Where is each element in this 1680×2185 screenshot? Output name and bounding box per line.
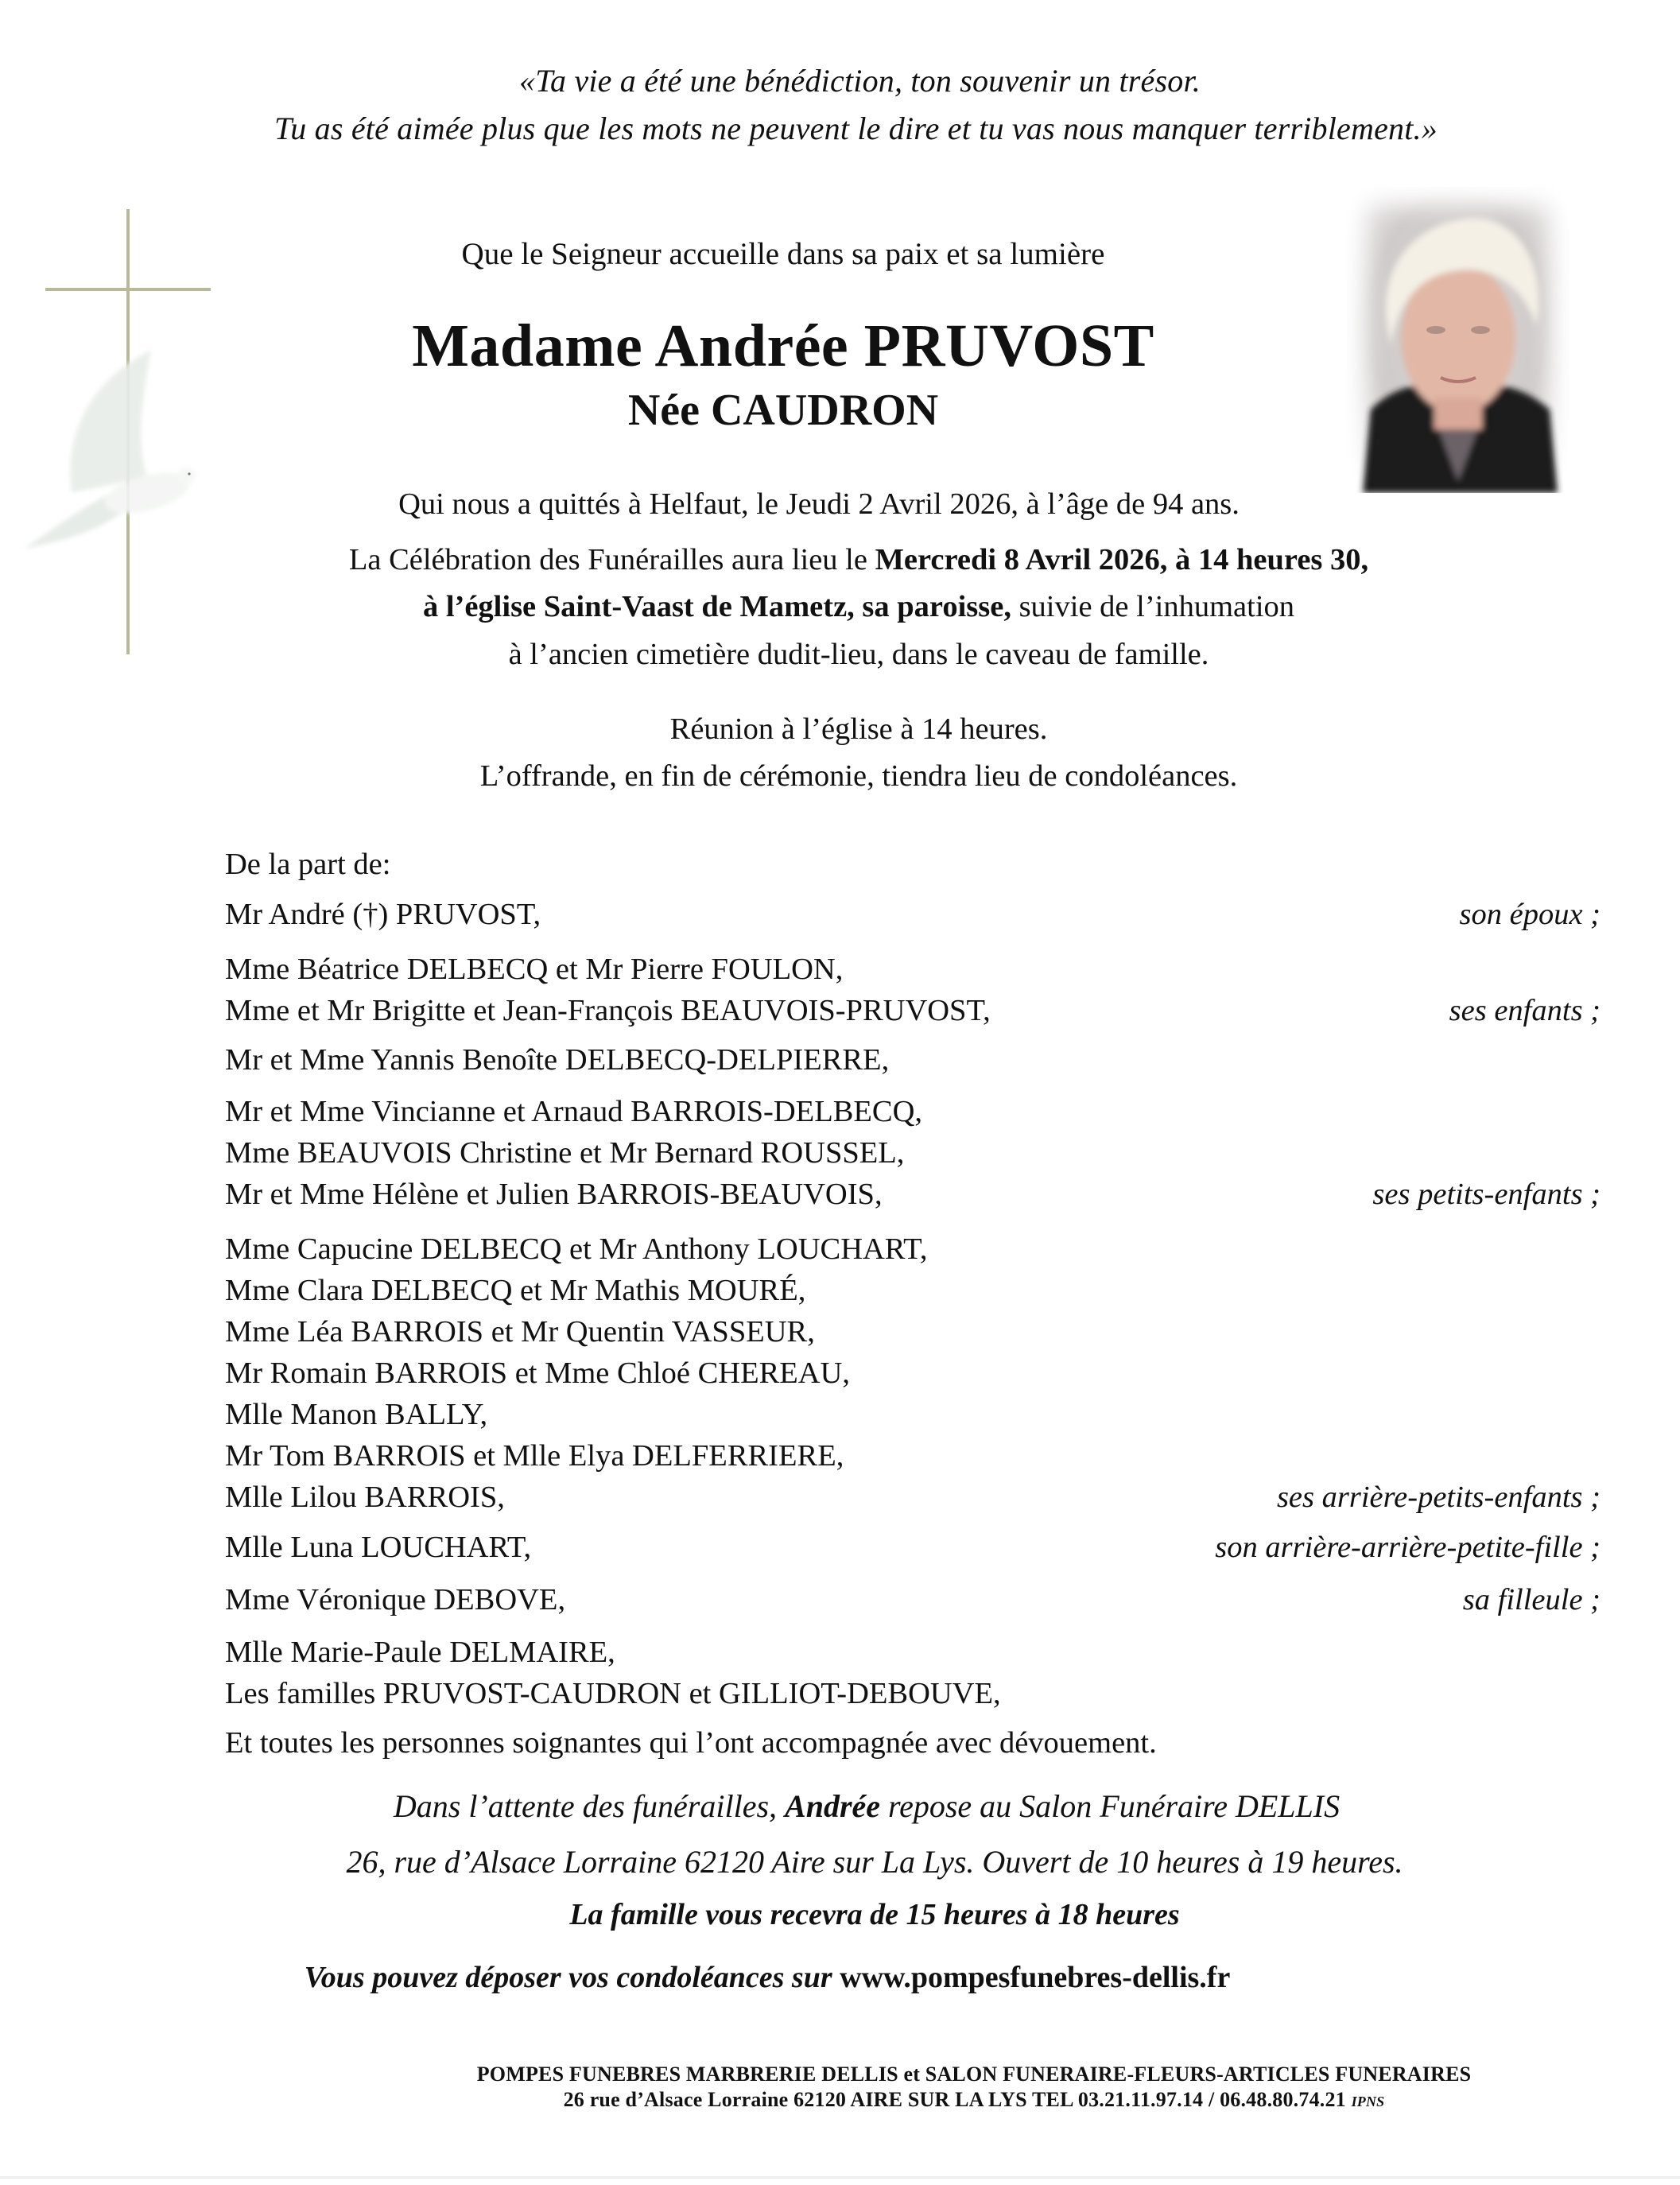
company-name: POMPES FUNEBRES MARBRERIE DELLIS et SALON FUNERAIRE-FLEURS-ARTICLES FUNERAIRES (476, 2063, 1472, 2086)
quote-line-1: «Ta vie a été une bénédiction, ton souvenir un trésor. (519, 63, 1201, 99)
church-name: à l’église Saint-Vaast de Mametz, sa paroisse, (422, 590, 1011, 623)
burial-line: à l’ancien cimetière dudit-lieu, dans le caveau de famille. (508, 638, 1209, 671)
viewing-line-2: 26, rue d’Alsace Lorraine 62120 Aire sur La Lys. Ouvert de 10 heures à 19 heures. (346, 1844, 1403, 1880)
family-member-name: Mme Béatrice DELBECQ et Mr Pierre FOULON, (225, 953, 844, 986)
death-announcement: Qui nous a quittés à Helfaut, le Jeudi 2 Avril 2026, à l’âge de 94 ans. (398, 487, 1240, 521)
ipns-tag: IPNS (1351, 2094, 1385, 2109)
family-member-name: Mme BEAUVOIS Christine et Mr Bernard ROUSSEL, (225, 1136, 905, 1170)
family-member-name: Mme Léa BARROIS et Mr Quentin VASSEUR, (225, 1315, 815, 1349)
family-relation: ses enfants ; (1449, 994, 1600, 1027)
viewing-suffix: repose au Salon Funéraire DELLIS (880, 1788, 1341, 1824)
family-member-name: Mlle Lilou BARROIS, (225, 1481, 505, 1514)
family-member-name: Mme et Mr Brigitte et Jean-François BEAUVOIS-PRUVOST, (225, 994, 991, 1027)
family-member-name: Mr André (†) PRUVOST, (225, 898, 541, 931)
family-member-name: Mr Romain BARROIS et Mme Chloé CHEREAU, (225, 1356, 851, 1390)
family-member-name: Mlle Manon BALLY, (225, 1398, 488, 1431)
quote-line-2: Tu as été aimée plus que les mots ne peuvent le dire et tu vas nous manquer terriblement.» (274, 111, 1438, 146)
company-address-text: 26 rue d’Alsace Lorraine 62120 AIRE SUR LA LYS TEL 03.21.11.97.14 / 06.48.80.74.21 (563, 2088, 1346, 2111)
ceremony-date: Mercredi 8 Avril 2026, à 14 heures 30, (875, 543, 1369, 576)
family-member-name: Mlle Marie-Paule DELMAIRE, (225, 1636, 615, 1669)
offering-line: L’offrande, en fin de cérémonie, tiendra lieu de condoléances. (479, 759, 1238, 793)
scan-edge-divider (0, 2176, 1680, 2179)
family-member-name: Mr et Mme Vincianne et Arnaud BARROIS-DELBECQ, (225, 1095, 923, 1128)
family-relation: son époux ; (1459, 898, 1600, 931)
website-link[interactable]: www.pompesfunebres-dellis.fr (840, 1961, 1231, 1994)
family-relation: sa filleule ; (1462, 1583, 1600, 1616)
family-member-name: Mme Capucine DELBECQ et Mr Anthony LOUCHART, (225, 1232, 928, 1266)
deceased-name: Madame Andrée PRUVOST (412, 312, 1154, 379)
viewing-name: Andrée (785, 1788, 881, 1824)
viewing-prefix: Dans l’attente des funérailles, (393, 1788, 786, 1824)
family-member-name: Mlle Luna LOUCHART, (225, 1531, 532, 1564)
family-member-name: Mme Clara DELBECQ et Mr Mathis MOURÉ, (225, 1274, 806, 1307)
family-member-name: Mr Tom BARROIS et Mlle Elya DELFERRIERE, (225, 1439, 844, 1473)
family-member-name: Les familles PRUVOST-CAUDRON et GILLIOT-DEBOUVE, (225, 1677, 1001, 1710)
family-member-name: Mr et Mme Hélène et Julien BARROIS-BEAUVOIS, (225, 1178, 883, 1211)
maiden-name: Née CAUDRON (627, 386, 939, 435)
intro-blessing: Que le Seigneur accueille dans sa paix et sa lumière (461, 237, 1105, 271)
family-hours: La famille vous recevra de 15 heures à 18 heures (569, 1898, 1180, 1931)
family-member-name: Et toutes les personnes soignantes qui l’ont accompagnée avec dévouement. (225, 1726, 1157, 1760)
family-member-name: Mme Véronique DEBOVE, (225, 1583, 566, 1616)
family-relation: son arrière-arrière-petite-fille ; (1215, 1531, 1600, 1564)
family-intro-text: De la part de: (225, 848, 391, 881)
company-address (398, 2088, 1550, 2112)
cross-bar (45, 288, 211, 291)
church-suffix: suivie de l’inhumation (1011, 590, 1295, 623)
condolences-prefix: Vous pouvez déposer vos condoléances sur (304, 1961, 840, 1994)
dove-icon (16, 294, 199, 565)
ceremony-prefix: La Célébration des Funérailles aura lieu le (348, 543, 875, 576)
family-relation: ses petits-enfants ; (1372, 1178, 1600, 1211)
meeting-line: Réunion à l’église à 14 heures. (669, 712, 1048, 746)
family-relation: ses arrière-petits-enfants ; (1276, 1481, 1600, 1514)
family-member-name: Mr et Mme Yannis Benoîte DELBECQ-DELPIERRE, (225, 1043, 890, 1077)
viewing-line-1 (159, 1787, 1574, 1825)
condolences-line (159, 1960, 1375, 1995)
